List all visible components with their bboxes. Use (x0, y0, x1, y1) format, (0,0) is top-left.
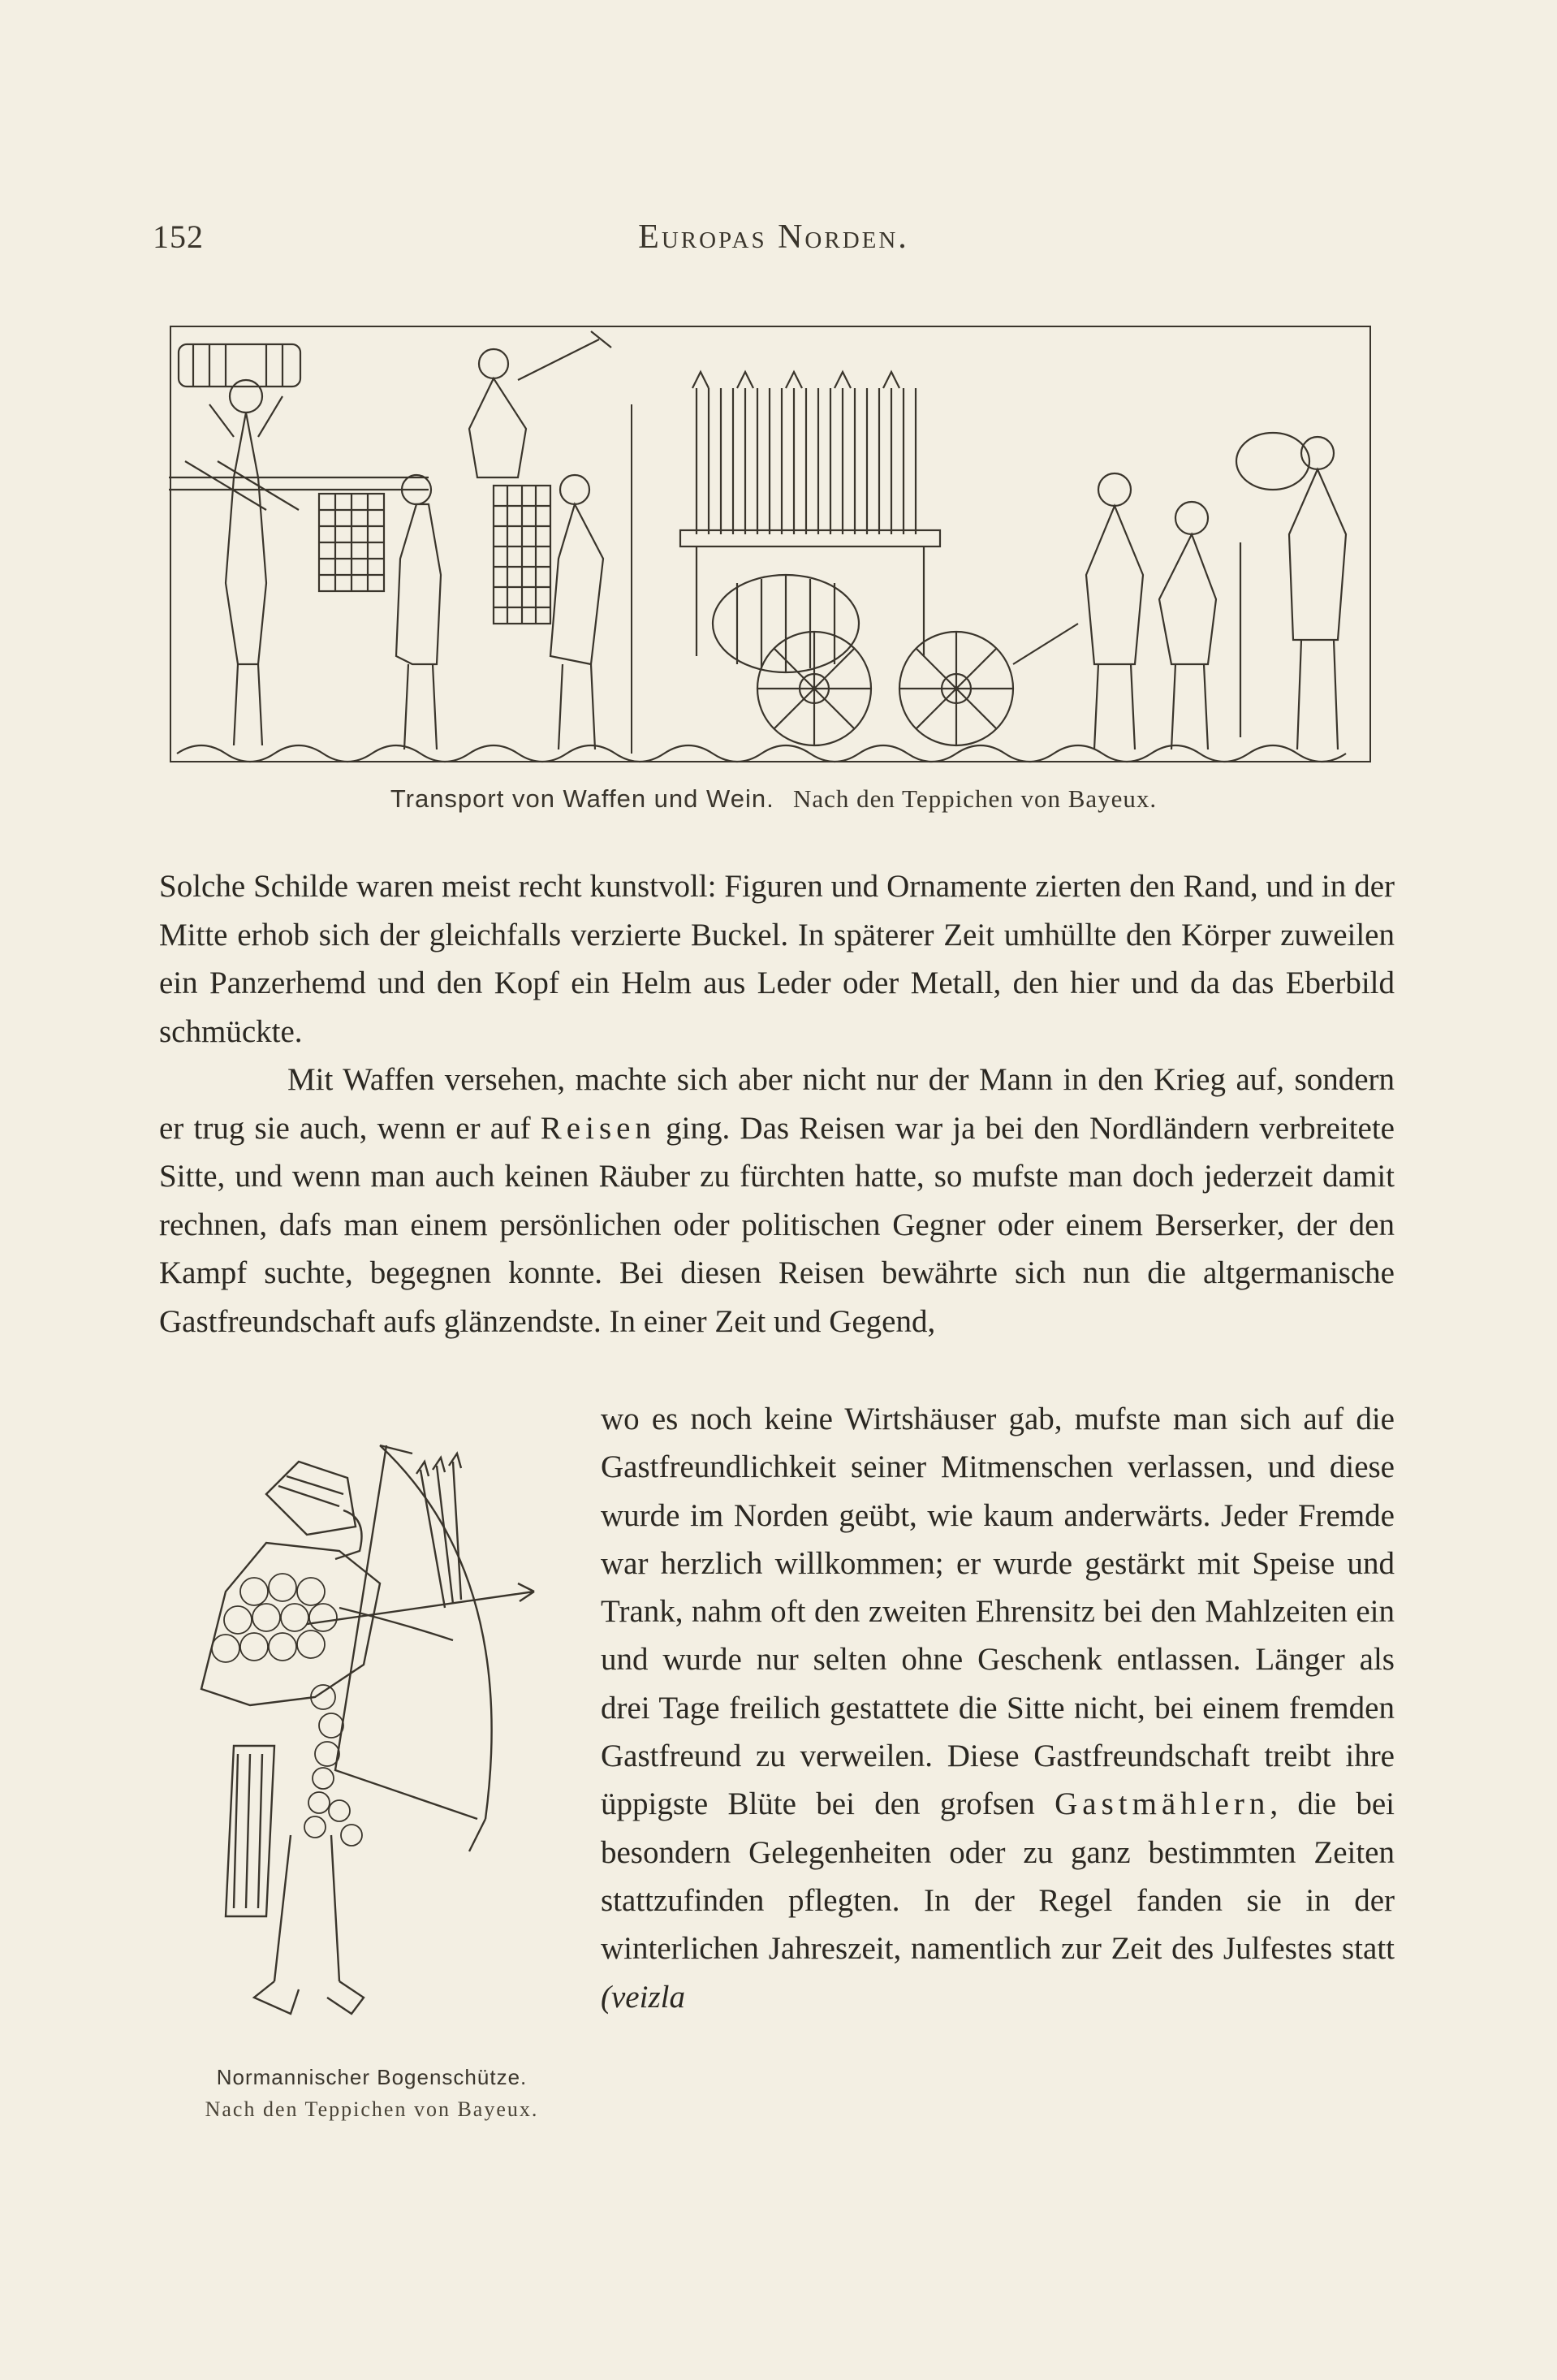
paragraph-1: Solche Schilde waren meist recht kunstvoll: Figuren und Ornamente zierten den Rand, und in der Mitte erhob sich der gleichfalls verzierte Buckel. In späterer Zeit umhüllte den Körper zuweilen ein Panzerhemd und den Kopf ein Helm aus Leder oder Metall, den hier und da das Eberbild schmückte. (159, 869, 1395, 1049)
paragraph-2 (159, 1056, 1395, 1345)
wrapped-paragraph (601, 1395, 1395, 2021)
caption-source: Nach den Teppichen von Bayeux. (792, 784, 1158, 813)
caption-title: Transport von Waffen und Wein. (390, 784, 774, 813)
italic-term-veizla: (veizla (601, 1979, 685, 2015)
archer-caption-title: Normannischer Bogenschütze. (216, 2065, 528, 2089)
wrapped-text-column (601, 1395, 1395, 2021)
page-header (153, 218, 1395, 266)
archer-caption-source: Nach den Teppichen von Bayeux. (205, 2097, 539, 2121)
spaced-word-reisen: Reisen (540, 1110, 656, 1146)
spaced-word-gastmaehlern: Gastmählern (1055, 1786, 1270, 1822)
archer-illustration (177, 1429, 583, 2030)
paragraph-2-part-a: Mit Waffen versehen, machte sich aber nicht nur der Mann in den Krieg auf, sondern er trug sie auch, wenn er auf (159, 1062, 1395, 1146)
wrapped-text-part-a: wo es noch keine Wirtshäuser gab, mufste man sich auf die Gastfreundlichkeit seiner Mitmenschen verlassen, und diese wurde im Norden geübt, wie kaum anderwärts. Jeder Fremde war herzlich willkommen; er wurde gestärkt mit Speise und Trank, nahm oft den zweiten Ehrensitz bei den Mahlzeiten ein und wurde nur selten ohne Geschenk entlassen. Länger als drei Tage freilich gestattete die Sitte nicht, bei einem fremden Gastfreund zu verweilen. Diese Gastfreundschaft treibt ihre üppigste Blüte bei den grofsen (601, 1402, 1395, 1822)
running-head: Europas Norden. (638, 218, 909, 256)
page-number: 152 (153, 218, 204, 255)
tapestry-illustration-transport (169, 315, 1372, 768)
archer-caption (153, 2061, 591, 2126)
body-text (159, 862, 1395, 1345)
paragraph-2-part-b: ging. Das Reisen war ja bei den Nordländern verbreitete Sitte, und wenn man auch keinen Räuber zu fürchten hatte, so mufste man doch jederzeit damit rechnen, dafs man einem persönlichen oder politischen Gegner oder einem Berserker, der den Kampf suchte, begegnen konnte. Bei diesen Reisen bewährte sich nun die altgermanische Gastfreundschaft aufs glänzendste. In einer Zeit und Gegend, (159, 1110, 1395, 1339)
figure-caption-top (153, 784, 1395, 814)
wrapped-text-part-b: , die bei besondern Gelegenheiten oder zu ganz bestimmten Zeiten stattzufinden pflegten. In der Regel fanden sie in der winterlichen Jahreszeit, namentlich zur Zeit des Julfestes statt (601, 1786, 1395, 1967)
